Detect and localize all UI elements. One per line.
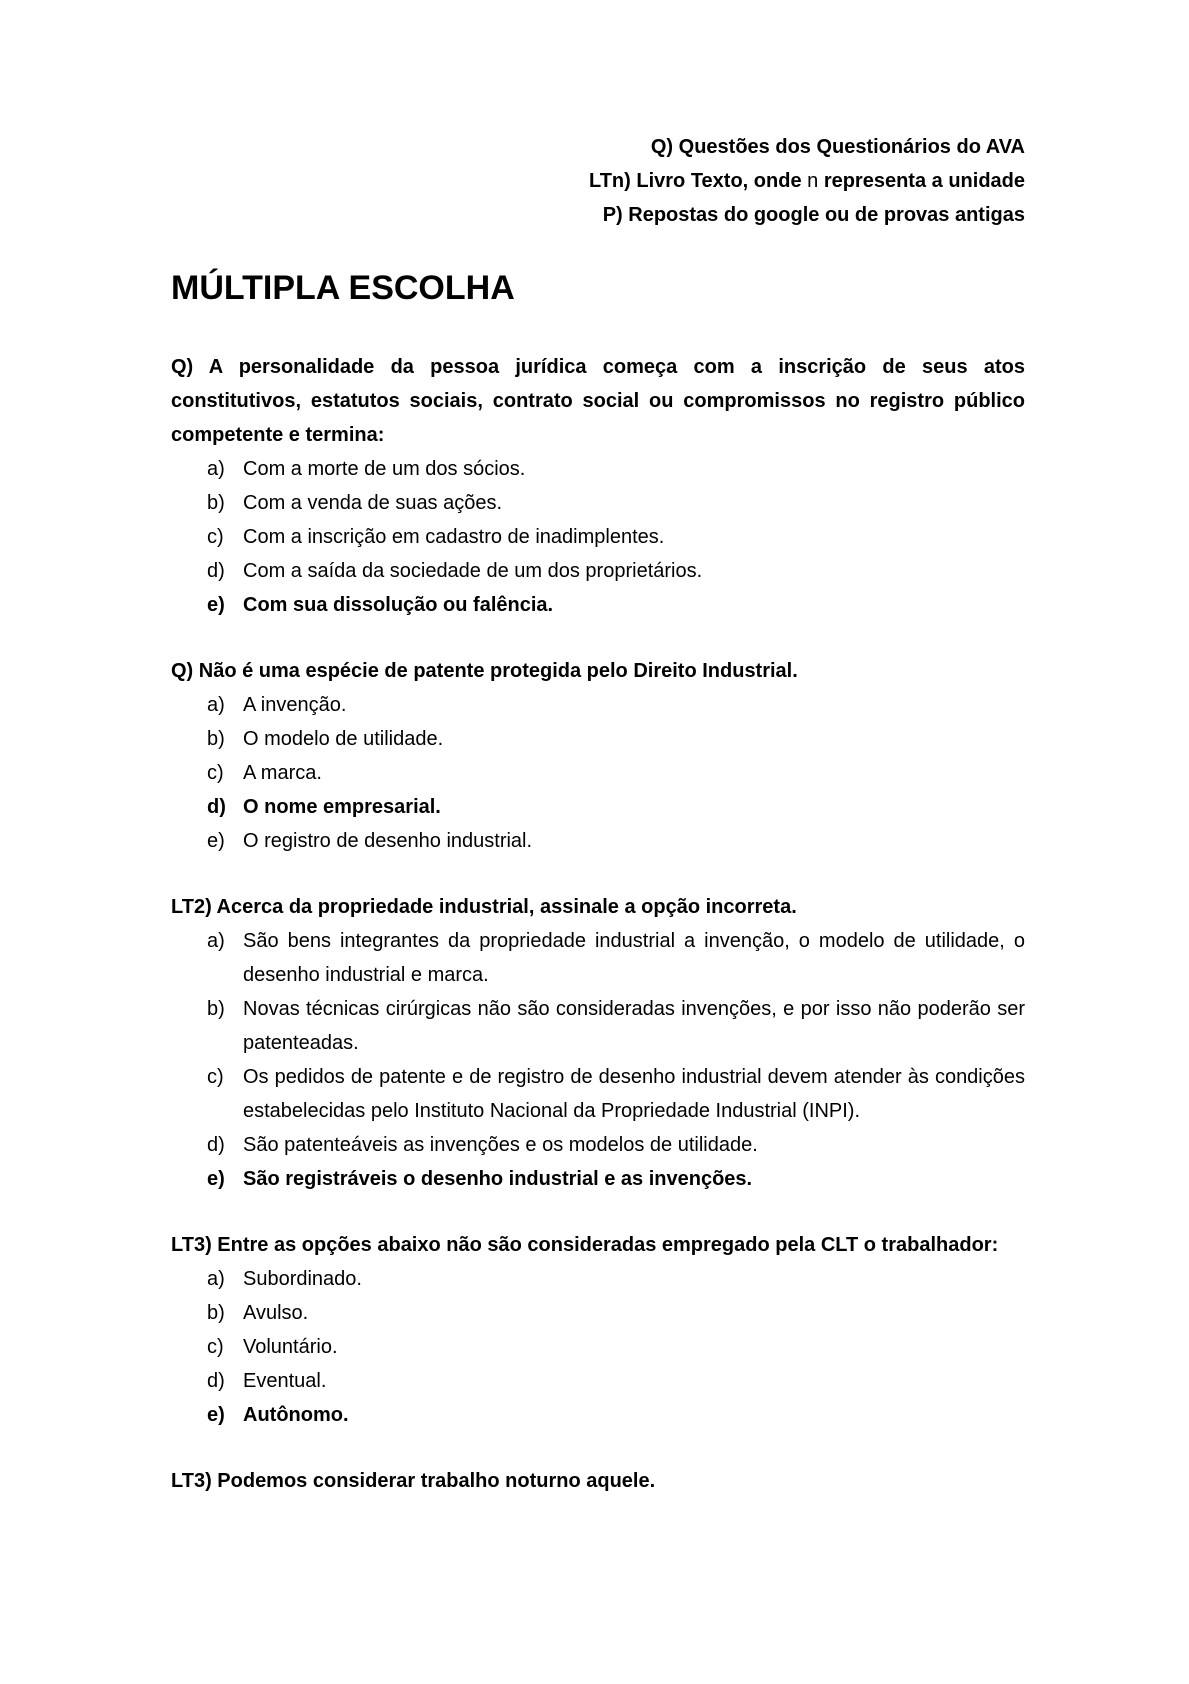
option-text: São registráveis o desenho industrial e as invenções. [243,1168,753,1190]
option-letter: d) [207,796,226,818]
option-letter: b) [207,492,225,514]
option-text: Eventual. [243,1370,327,1392]
option-e-correct [171,588,1025,622]
option-text: São bens integrantes da propriedade industrial a invenção, o modelo de utilidade, o desenho industrial e marca. [243,930,1025,986]
option-d [171,554,1025,588]
option-letter: a) [207,458,225,480]
option-a [171,1262,1025,1296]
option-d-correct [171,790,1025,824]
option-text: O registro de desenho industrial. [243,830,533,852]
question-4 [171,1228,1025,1432]
option-c [171,756,1025,790]
option-letter: e) [207,594,225,616]
option-list [171,1262,1025,1432]
option-text: Avulso. [243,1302,309,1324]
option-text: O modelo de utilidade. [243,728,444,750]
legend-line-q: Q) Questões dos Questionários do AVA [650,136,1025,158]
option-letter: d) [207,1134,225,1156]
option-a [171,924,1025,992]
option-letter: c) [207,1336,224,1358]
option-b [171,722,1025,756]
option-b [171,992,1025,1060]
option-d [171,1364,1025,1398]
option-letter: d) [207,1370,225,1392]
option-a [171,688,1025,722]
option-c [171,1060,1025,1128]
option-letter: e) [207,1404,225,1426]
option-letter: d) [207,560,225,582]
option-text: Subordinado. [243,1268,362,1290]
option-letter: b) [207,728,225,750]
option-text: Com a morte de um dos sócios. [243,458,526,480]
option-text: A invenção. [243,694,347,716]
option-letter: e) [207,830,225,852]
option-text: Novas técnicas cirúrgicas não são consideradas invenções, e por isso não poderão ser patenteadas. [243,998,1025,1054]
option-text: Com a venda de suas ações. [243,492,503,514]
option-text: Com a saída da sociedade de um dos proprietários. [243,560,703,582]
option-c [171,520,1025,554]
legend-ltn-pre: LTn) Livro Texto, onde [588,170,802,192]
option-letter: a) [207,694,225,716]
legend-line-ltn [171,164,1025,198]
option-letter: a) [207,930,225,952]
option-e-correct [171,1162,1025,1196]
option-letter: c) [207,526,224,548]
question-5 [171,1464,1025,1498]
question-text: LT3) Entre as opções abaixo não são consideradas empregado pela CLT o trabalhador: [171,1234,999,1256]
document-page [171,130,1025,1530]
option-letter: e) [207,1168,225,1190]
option-e-correct [171,1398,1025,1432]
legend-ltn-variable: n [807,170,819,192]
option-a [171,452,1025,486]
option-text: A marca. [243,762,322,784]
option-e [171,824,1025,858]
option-text: Com sua dissolução ou falência. [243,594,554,616]
option-text: O nome empresarial. [243,796,441,818]
option-c [171,1330,1025,1364]
legend-line-p: P) Repostas do google ou de provas antigas [602,204,1025,226]
question-2 [171,654,1025,858]
option-letter: b) [207,998,225,1020]
option-list [171,452,1025,622]
question-text: LT3) Podemos considerar trabalho noturno aquele. [171,1470,656,1492]
question-text: Q) Não é uma espécie de patente protegida pelo Direito Industrial. [171,660,798,682]
legend-ltn-post: representa a unidade [823,170,1025,192]
question-text: LT2) Acerca da propriedade industrial, assinale a opção incorreta. [171,896,797,918]
option-text: Os pedidos de patente e de registro de desenho industrial devem atender às condições estabelecidas pelo Instituto Nacional da Propriedade Industrial (INPI). [243,1066,1025,1122]
option-b [171,486,1025,520]
option-letter: a) [207,1268,225,1290]
option-b [171,1296,1025,1330]
option-list [171,924,1025,1196]
option-letter: c) [207,762,224,784]
option-list [171,688,1025,858]
question-text: Q) A personalidade da pessoa jurídica começa com a inscrição de seus atos constitutivos, estatutos sociais, contrato social ou compromissos no registro público competente e termina: [171,356,1025,446]
section-title: MÚLTIPLA ESCOLHA [171,269,515,307]
option-text: Voluntário. [243,1336,338,1358]
legend [171,130,1025,232]
option-letter: b) [207,1302,225,1324]
option-text: Autônomo. [243,1404,349,1426]
option-text: Com a inscrição em cadastro de inadimplentes. [243,526,665,548]
option-d [171,1128,1025,1162]
question-3 [171,890,1025,1196]
option-letter: c) [207,1066,224,1088]
option-text: São patenteáveis as invenções e os modelos de utilidade. [243,1134,758,1156]
question-1 [171,350,1025,622]
